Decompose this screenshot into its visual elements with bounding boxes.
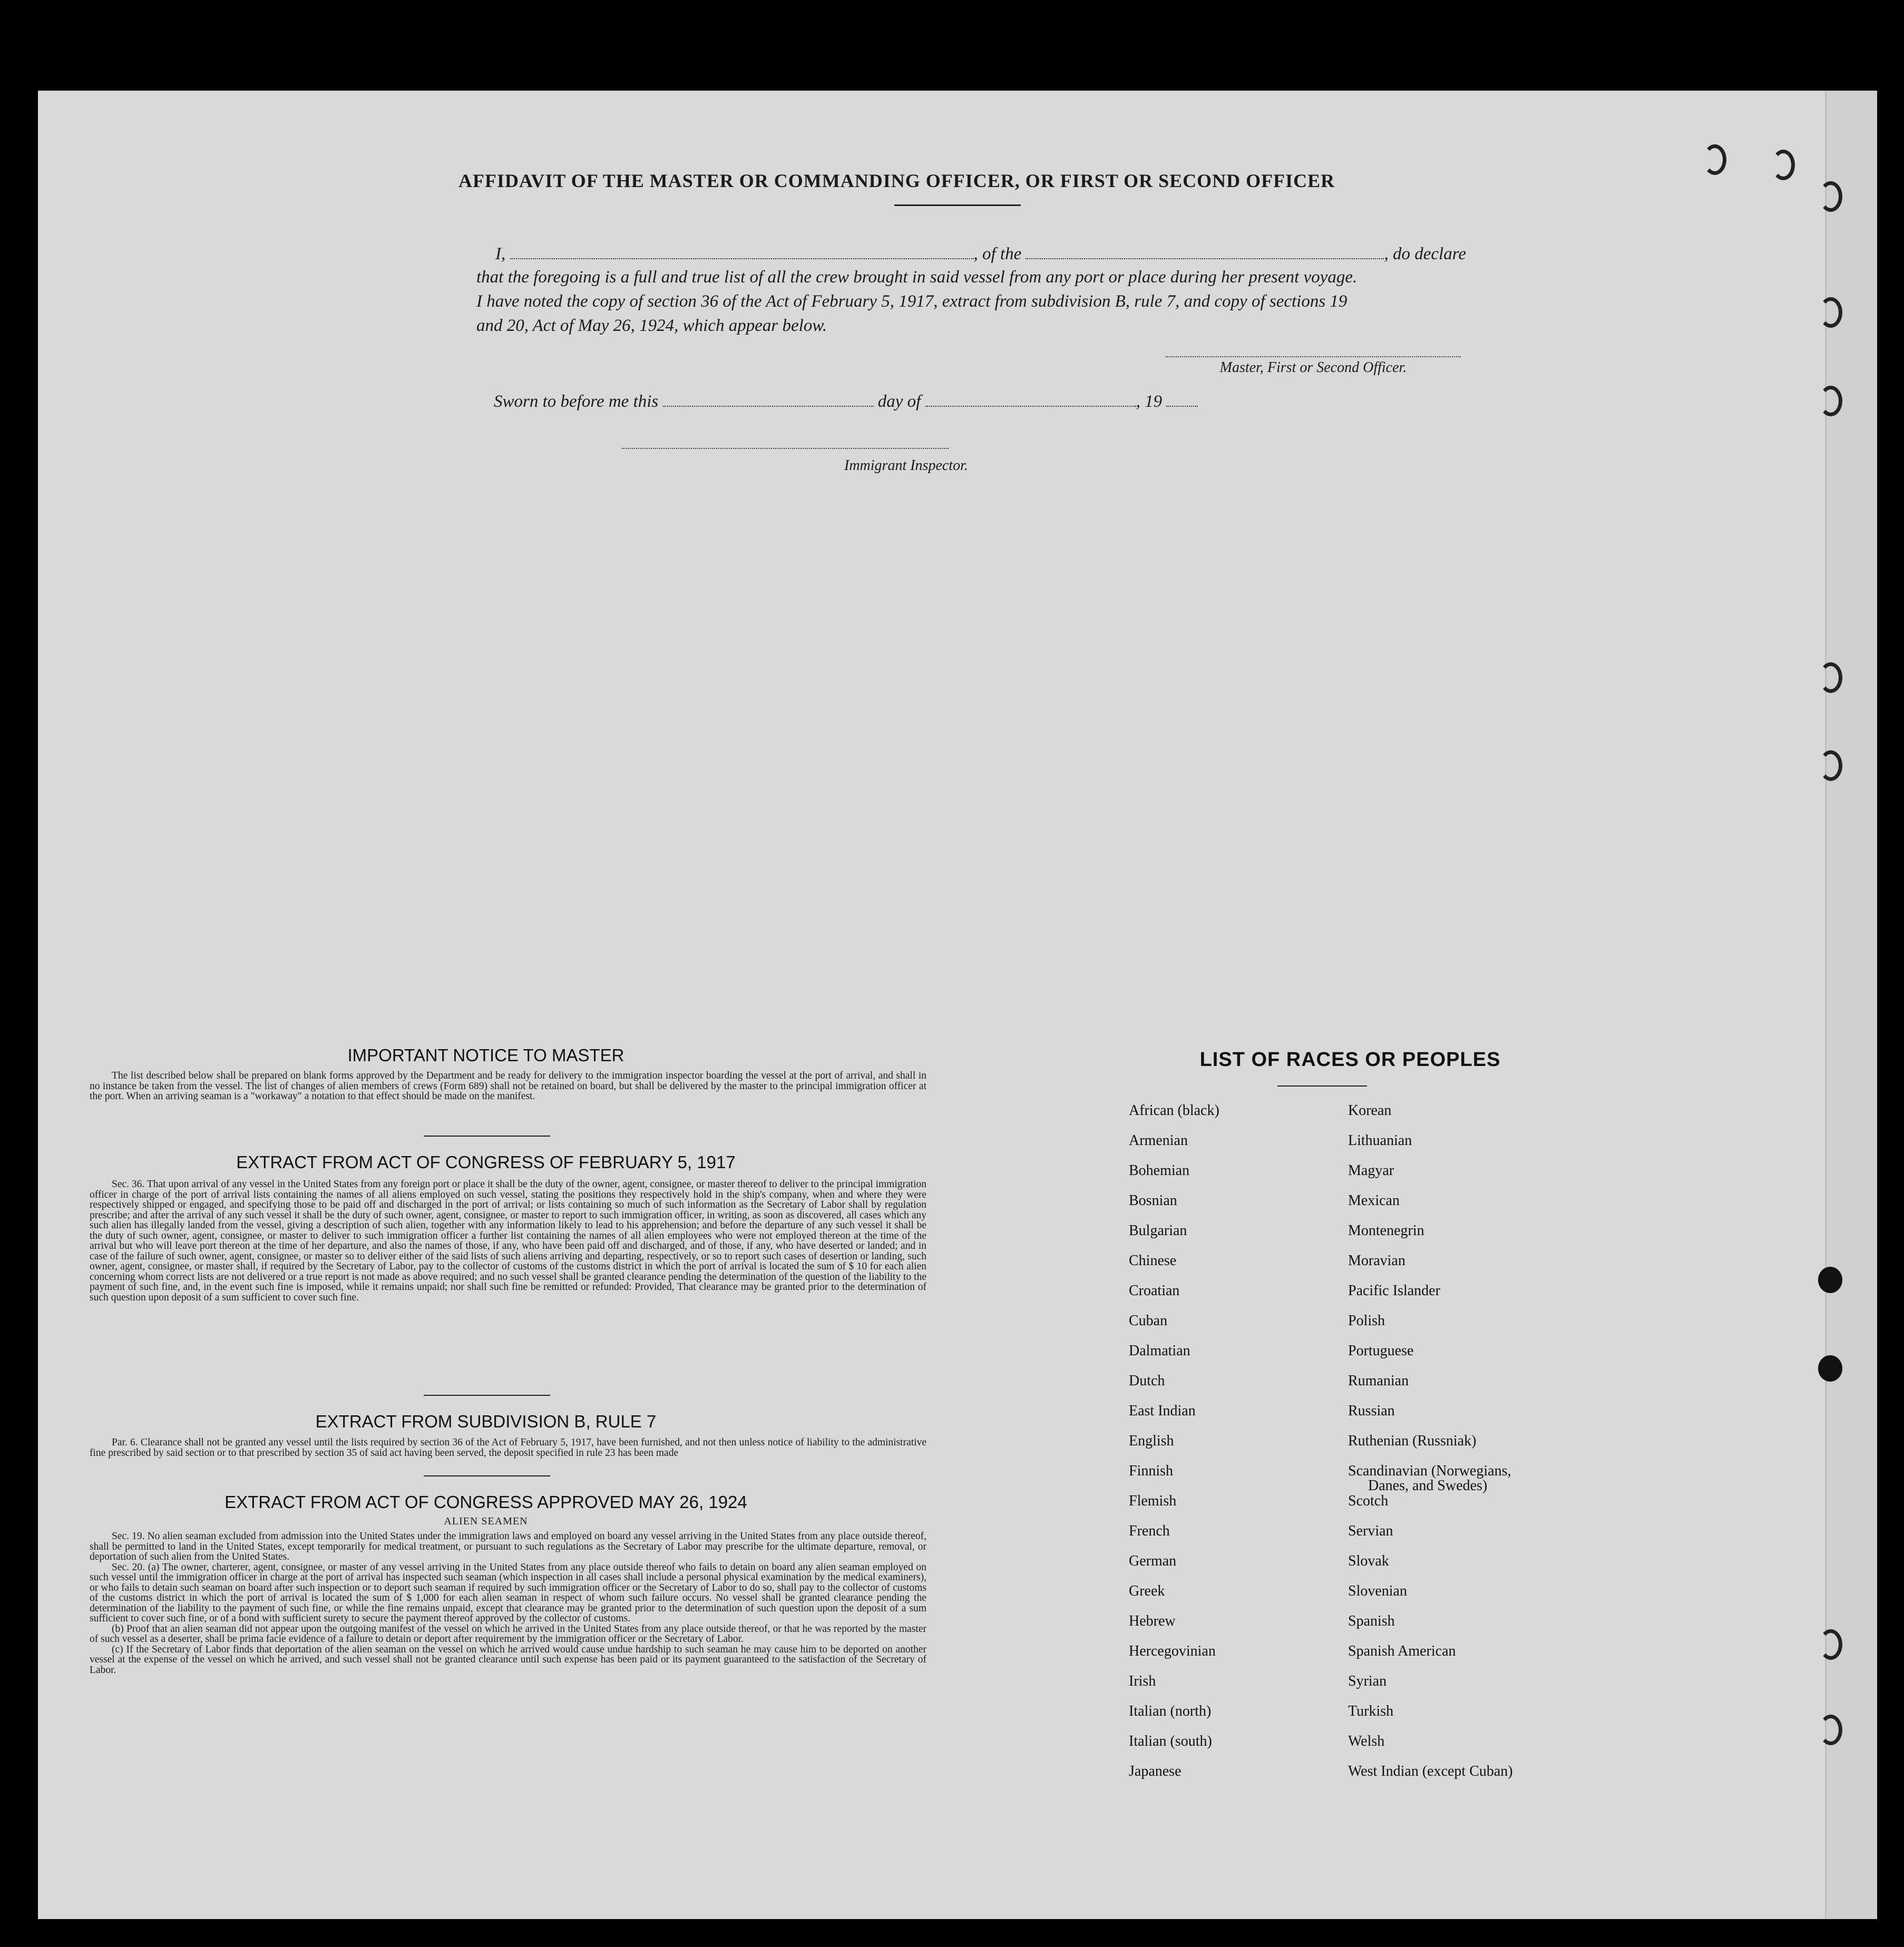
sworn-day-field[interactable] <box>663 391 874 407</box>
race-item: Pacific Islander <box>1348 1283 1440 1299</box>
binder-hole <box>1772 150 1795 180</box>
race-item: Italian (south) <box>1129 1733 1212 1749</box>
extract-1924-text <box>90 1531 926 1675</box>
extract-1917-title: EXTRACT FROM ACT OF CONGRESS OF FEBRUARY 5, 1917 <box>236 1152 736 1172</box>
race-item: Japanese <box>1129 1763 1182 1779</box>
race-item: Spanish <box>1348 1613 1395 1629</box>
notice-paragraph: The list described below shall be prepared on blank forms approved by the Department and be ready for delivery to the immigration inspector boarding the vessel at the port of arrival, and shall in no instance be taken from the vessel. The list of changes of alien members of crews (Form 689) shall not be retained on board, but shall be delivered by the master to the principal immigration officer at the port. When an arriving seaman is a "workaway" a notation to that effect should be made on the manifest. <box>90 1070 926 1102</box>
race-item: Korean <box>1348 1102 1392 1119</box>
rule7-text <box>90 1437 926 1458</box>
day-of-label: day of <box>877 392 921 411</box>
extract-1924-subtitle: ALIEN SEAMEN <box>444 1515 528 1527</box>
race-item: Welsh <box>1348 1733 1385 1749</box>
race-item: Rumanian <box>1348 1373 1409 1389</box>
affidavit-line-3: I have noted the copy of section 36 of the Act of February 5, 1917, extract from subdivision B, rule 7, and copy of sections 19 <box>476 292 1348 311</box>
race-item: Flemish <box>1129 1493 1177 1509</box>
sworn-prefix: Sworn to before me this <box>494 392 659 411</box>
race-item: Ruthenian (Russniak) <box>1348 1433 1477 1449</box>
affidavit-line-1 <box>495 243 1466 264</box>
sworn-month-field[interactable] <box>925 391 1136 407</box>
race-item: English <box>1129 1433 1174 1449</box>
year-field[interactable] <box>1166 391 1198 407</box>
inspector-signature-label: Immigrant Inspector. <box>844 457 968 474</box>
race-item: Portuguese <box>1348 1343 1414 1359</box>
sec20c-paragraph: (c) If the Secretary of Labor finds that deportation of the alien seaman on the vessel on which he arrived would cause undue hardship to such seaman he may cause him to be deported on another vessel at the expense of the vessel on which he arrived, and such vessel shall not be granted clearance until such expense has been paid or its payment guaranteed to the satisfaction of the Secretary of Labor. <box>90 1643 926 1676</box>
race-item: Mexican <box>1348 1192 1400 1209</box>
document-page <box>38 91 1877 1919</box>
section-rule <box>424 1395 550 1396</box>
binder-hole <box>1819 181 1842 212</box>
title-rule <box>894 204 1021 206</box>
section-rule <box>424 1475 550 1476</box>
race-item: Danes, and Swedes) <box>1368 1478 1488 1494</box>
master-signature-label: Master, First or Second Officer. <box>1219 359 1407 376</box>
race-item: Armenian <box>1129 1132 1188 1149</box>
declarant-prefix: I, <box>495 244 506 263</box>
affidavit-title: AFFIDAVIT OF THE MASTER OR COMMANDING OFFICER, OR FIRST OR SECOND OFFICER <box>458 170 1335 191</box>
race-item: Croatian <box>1129 1283 1180 1299</box>
par6-paragraph: Par. 6. Clearance shall not be granted any vessel until the lists required by section 36 of the Act of February 5, 1917, have been furnished, and not then unless notice of liability to the administrative fine prescribed by said section or to that prescribed by section 35 of said act having been served, the deposit specified in rule 23 has been made <box>90 1437 926 1459</box>
race-item: Syrian <box>1348 1673 1387 1689</box>
race-item: Servian <box>1348 1523 1393 1539</box>
race-item: Montenegrin <box>1348 1222 1424 1239</box>
master-signature-line[interactable] <box>1166 356 1461 357</box>
affidavit-line-4: and 20, Act of May 26, 1924, which appear below. <box>476 316 827 335</box>
binder-hole <box>1819 662 1842 693</box>
vessel-prefix: , of the <box>973 244 1022 263</box>
races-rule <box>1277 1085 1367 1087</box>
year-prefix: , 19 <box>1136 392 1163 411</box>
race-item: Hebrew <box>1129 1613 1176 1629</box>
sec20b-paragraph: (b) Proof that an alien seaman did not appear upon the outgoing manifest of the vessel on which he arrived in the United States from any place outside thereof, or that he was reported by the master of such vessel as a deserter, shall be prima facie evidence of a failure to detain or deport after requirement by the immigration officer or the Secretary of Labor. <box>90 1623 926 1645</box>
binder-hole <box>1819 1715 1842 1745</box>
race-item: Hercegovinian <box>1129 1643 1216 1659</box>
declarant-name-field[interactable] <box>510 243 974 259</box>
declare-suffix: , do declare <box>1384 244 1466 263</box>
binder-hole <box>1703 144 1726 175</box>
race-item: Italian (north) <box>1129 1703 1212 1719</box>
binder-hole <box>1819 386 1842 416</box>
race-item: Cuban <box>1129 1313 1168 1329</box>
race-item: Slovak <box>1348 1553 1389 1569</box>
binder-hole <box>1819 750 1842 781</box>
inspector-signature-line[interactable] <box>622 448 949 449</box>
race-item: Russian <box>1348 1403 1395 1419</box>
race-item: Slovenian <box>1348 1583 1407 1599</box>
race-item: Chinese <box>1129 1253 1177 1269</box>
race-item: Irish <box>1129 1673 1156 1689</box>
sworn-line <box>494 391 1198 412</box>
binder-hole <box>1819 1629 1842 1660</box>
sec20a-paragraph: Sec. 20. (a) The owner, charterer, agent, consignee, or master of any vessel arriving in the United States from any place outside thereof who fails to detain on board any alien seaman employed on such vessel until the immigration officer in charge at the port of arrival has inspected such seaman (which inspection in all cases shall include a personal physical examination by the medical examiners), or who fails to detain such seaman on board after such inspection or to deport such seaman if required by such immigration officer or the Secretary of Labor to do so, shall pay to the collector of customs of the customs district in which the port of arrival is located the sum of $ 1,000 for each alien seaman in respect of whom such failure occurs. No vessel shall be granted clearance pending the determination of the liability to the payment of such fine, or while the fine remains unpaid, except that clearance may be granted prior to the determination of such question upon the deposit of a sum sufficient to cover such fine, or of a bond with sufficient surety to secure the payment thereof approved by the collector of customs. <box>90 1561 926 1624</box>
race-item: German <box>1129 1553 1177 1569</box>
sec19-paragraph: Sec. 19. No alien seaman excluded from admission into the United States under the immigration laws and employed on board any vessel arriving in the United States from any place outside thereof, shall be permitted to land in the United States, except temporarily for medical treatment, or pursuant to such regulations as the Secretary of Labor may prescribe for the ultimate departure, removal, or deportation of such alien from the United States. <box>90 1531 926 1562</box>
race-item: Bohemian <box>1129 1162 1190 1179</box>
race-item: African (black) <box>1129 1102 1219 1119</box>
extract-1924-title: EXTRACT FROM ACT OF CONGRESS APPROVED MAY 26, 1924 <box>224 1492 747 1512</box>
race-item: Bosnian <box>1129 1192 1177 1209</box>
race-item: French <box>1129 1523 1170 1539</box>
race-item: Lithuanian <box>1348 1132 1412 1149</box>
race-item: West Indian (except Cuban) <box>1348 1763 1513 1779</box>
race-item: Finnish <box>1129 1463 1174 1479</box>
binder-hole <box>1818 1267 1842 1293</box>
sec36-paragraph: Sec. 36. That upon arrival of any vessel in the United States from any foreign port or place it shall be the duty of the owner, agent, consignee, or master thereof to deliver to the principal immigration officer in charge of the port of arrival lists containing the names of all aliens employed on such vessel, stating the positions they respectively hold in the ship's company, when and where they were respectively shipped or engaged, and specifying those to be paid off and discharged in the port of arrival; or lists containing so much of such information as the Secretary of Labor shall by regulation prescribe; and after the arrival of any such vessel it shall be the duty of such owner, agent, consignee, or master to report to such immigration officer, in writing, as soon as discovered, all cases which any such alien has illegally landed from the vessel, giving a description of such alien, together with any information likely to lead to his apprehension; and before the departure of any such vessel it shall be the duty of such owner, agent, consignee, or master to deliver to such immigration officer a further list containing the names of all alien employees who were not employed thereon at the time of the arrival but who will leave port thereon at the time of her departure, and also the names of those, if any, who have been paid off and discharged, and of those, if any, who have deserted or landed; and in case of the failure of such owner, agent, consignee, or master so to deliver either of the said lists of such aliens arriving and departing, respectively, or so to report such cases of desertion or landing, such owner, agent, consignee, or master shall, if required by the Secretary of Labor, pay to the collector of customs of the customs district in which the port of arrival is located the sum of $ 10 for each alien concerning whom correct lists are not delivered or a true report is not made as above required; and no such vessel shall be granted clearance pending the determination of the question of the liability to the payment of such fine, and, in the event such fine is imposed, while it remains unpaid; nor shall such fine be remitted or refunded: Provided, That clearance may be granted prior to the determination of such question upon deposit of a sum sufficient to cover such fine. <box>90 1179 926 1303</box>
race-item: Moravian <box>1348 1253 1405 1269</box>
affidavit-line-2: that the foregoing is a full and true list of all the crew brought in said vessel from any port or place during her present voyage. <box>476 268 1358 287</box>
race-item: Dutch <box>1129 1373 1165 1389</box>
race-item: Spanish American <box>1348 1643 1456 1659</box>
race-item: Turkish <box>1348 1703 1394 1719</box>
race-item: Greek <box>1129 1583 1165 1599</box>
notice-title: IMPORTANT NOTICE TO MASTER <box>347 1045 624 1065</box>
race-item: Polish <box>1348 1313 1385 1329</box>
vessel-name-field[interactable] <box>1026 243 1384 259</box>
race-item: Bulgarian <box>1129 1222 1187 1239</box>
race-item: Dalmatian <box>1129 1343 1190 1359</box>
race-item: Scotch <box>1348 1493 1389 1509</box>
binder-hole <box>1819 297 1842 328</box>
notice-text <box>90 1071 926 1102</box>
race-item: Scandinavian (Norwegians, <box>1348 1463 1511 1479</box>
races-title: LIST OF RACES OR PEOPLES <box>1199 1049 1501 1071</box>
binder-hole <box>1818 1355 1842 1382</box>
race-item: East Indian <box>1129 1403 1196 1419</box>
rule7-title: EXTRACT FROM SUBDIVISION B, RULE 7 <box>315 1412 657 1431</box>
section-rule <box>424 1136 550 1137</box>
race-item: Magyar <box>1348 1162 1394 1179</box>
extract-1917-text <box>90 1179 926 1303</box>
